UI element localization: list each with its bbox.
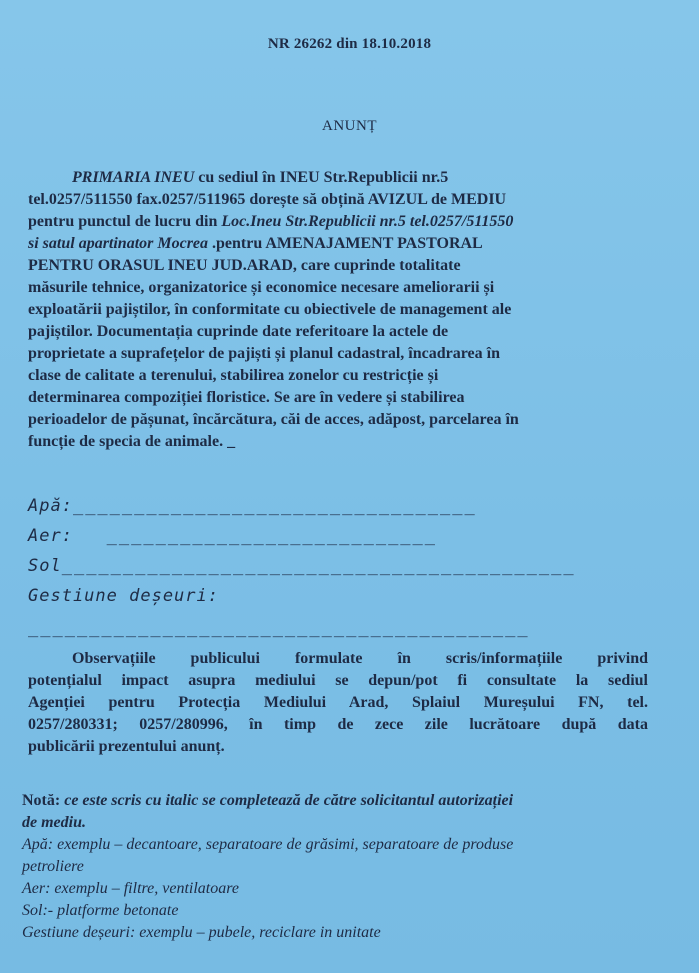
observations-line: publicării prezentului anunț.: [28, 738, 225, 755]
intro-text: pentru punctul de lucru din: [28, 213, 222, 230]
intro-line: exploatării pajiștilor, în conformitate cu obiectivele de management ale: [28, 301, 512, 318]
intro-line: proprietate a suprafețelor de pajiști și planul cadastral, încadrarea în: [28, 345, 500, 362]
apa-field: [28, 496, 477, 516]
note-aer-example: Aer: exemplu – filtre, ventilatoare: [22, 880, 239, 897]
intro-paragraph: [28, 167, 648, 453]
gestiune-field: [28, 586, 219, 606]
note-gestiune-example: Gestiune deșeuri: exemplu – pubele, reciclare in unitate: [22, 924, 381, 941]
document-title: ANUNȚ: [322, 118, 377, 134]
sol-blank-line: __________________________________________: [61, 556, 576, 576]
aer-field: [28, 526, 437, 546]
observations-paragraph: [28, 648, 648, 758]
intro-line: perioadelor de pășunat, încărcătura, căi de acces, adăpost, parcelarea în: [28, 411, 519, 428]
intro-line: funcție de specia de animale. _: [28, 433, 236, 450]
note-line: [22, 790, 662, 812]
observations-line: Observațiile publicului formulate în scris/informațiile privind: [72, 650, 648, 667]
sol-label: Sol: [28, 556, 62, 576]
intro-text: .pentru AMENAJAMENT PASTORAL: [208, 235, 483, 252]
intro-line: [28, 211, 648, 233]
intro-italic: si satul apartinator Mocrea: [28, 235, 209, 252]
apa-blank-line: _________________________________: [72, 496, 477, 516]
sol-field: [28, 556, 576, 576]
intro-line: determinarea compoziției floristice. Se are în vedere și stabilirea: [28, 389, 465, 406]
intro-line: [28, 167, 648, 189]
apa-label: Apă:: [28, 496, 73, 516]
intro-line: PENTRU ORASUL INEU JUD.ARAD, care cuprinde totalitate: [28, 257, 461, 274]
gestiune-label: Gestiune deșeuri:: [28, 586, 219, 606]
gestiune-blank-field: [28, 618, 530, 638]
intro-line: clase de calitate a terenului, stabilirea zonelor cu restricție și: [28, 367, 439, 384]
note-apa-example: Apă: exemplu – decantoare, separatoare de grăsimi, separatoare de produse: [22, 836, 514, 853]
document-reference: NR 26262 din 18.10.2018: [267, 36, 432, 52]
intro-italic: Loc.Ineu Str.Republicii nr.5 tel.0257/511550: [221, 213, 514, 230]
note-line: de mediu.: [22, 814, 86, 831]
note-text: ce este scris cu italic se completează de către solicitantul autorizației: [60, 792, 514, 809]
note-sol-example: Sol:- platforme betonate: [22, 902, 179, 919]
intro-line: pajiștilor. Documentația cuprinde date referitoare la actele de: [28, 323, 449, 340]
intro-line: [28, 233, 648, 255]
aer-blank-line: ___________________________: [106, 526, 438, 546]
intro-line: tel.0257/511550 fax.0257/511965 dorește să obțină AVIZUL de MEDIU: [28, 191, 507, 208]
gestiune-blank-line: _________________________________________: [28, 618, 530, 638]
observations-line: Agenției pentru Protecția Mediului Arad, Splaiul Mureșului FN, tel.: [28, 694, 648, 711]
note-label: Notă:: [22, 792, 61, 809]
intro-text: cu sediul în INEU Str.Republicii nr.5: [194, 169, 449, 186]
aer-label: Aer:: [28, 526, 73, 546]
applicant-name: PRIMARIA INEU: [72, 169, 195, 186]
note-apa-example-cont: petroliere: [22, 858, 84, 875]
observations-line: 0257/280331; 0257/280996, în timp de zece zile lucrătoare după data: [28, 716, 648, 733]
note-section: [22, 790, 662, 944]
observations-line: potențialul impact asupra mediului se depun/pot fi consultate la sediul: [28, 672, 648, 689]
intro-line: măsurile tehnice, organizatorice și economice necesare ameliorarii și: [28, 279, 495, 296]
